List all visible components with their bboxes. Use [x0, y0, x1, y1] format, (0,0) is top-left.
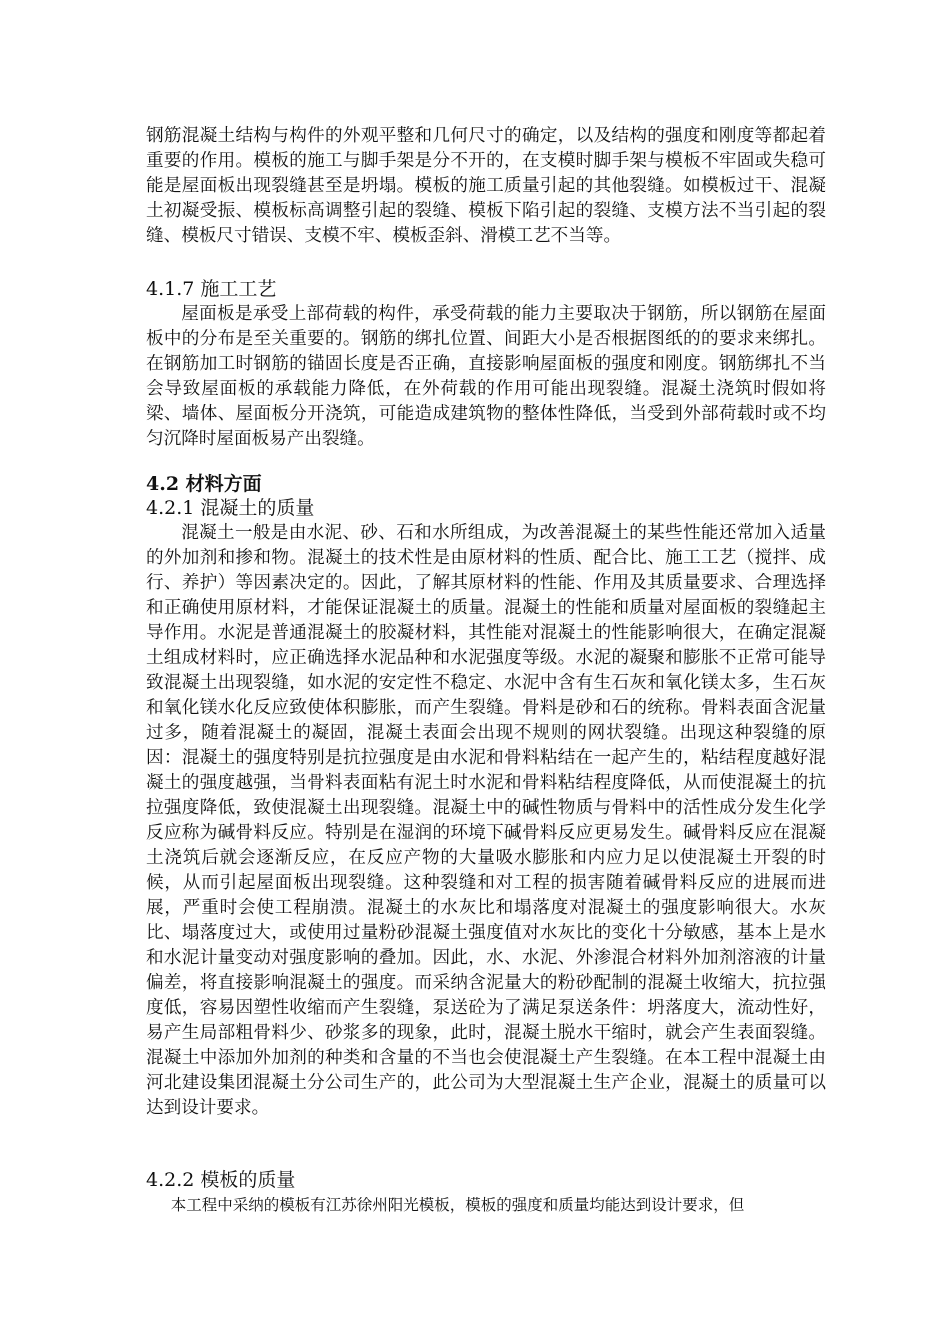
heading-4-2-2	[146, 1168, 826, 1193]
subsection-title: 4.2.2 模板的质量	[146, 1169, 296, 1191]
heading-4-2-1	[146, 496, 826, 521]
heading-4-1-7	[146, 277, 826, 302]
paragraph-formwork-cracks	[146, 124, 826, 249]
paragraph-text: 钢筋混凝土结构与构件的外观平整和几何尺寸的确定，以及结构的强度和刚度等都起着重要的作用。模板的施工与脚手架是分不开的，在支模时脚手架与模板不牢固或失稳可能是屋面板出现裂缝甚至是坍塌。模板的施工质量引起的其他裂缝。如模板过干、混凝土初凝受振、模板标高调整引起的裂缝、模板下陷引起的裂缝、支模方法不当引起的裂缝、模板尺寸错误、支模不牢、模板歪斜、滑模工艺不当等。	[146, 126, 826, 246]
subsection-title: 4.1.7 施工工艺	[146, 278, 277, 300]
section-title: 4.2 材料方面	[146, 473, 262, 495]
paragraph-concrete-quality	[146, 521, 826, 1121]
paragraph-text: 混凝土一般是由水泥、砂、石和水所组成，为改善混凝土的某些性能还常加入适量的外加剂和掺和物。混凝土的技术性是由原材料的性质、配合比、施工工艺（搅拌、成行、养护）等因素决定的。因此，了解其原材料的性能、作用及其质量要求、合理选择和正确使用原材料，才能保证混凝土的质量。混凝土的性能和质量对屋面板的裂缝起主导作用。水泥是普通混凝土的胶凝材料，其性能对混凝土的性能影响很大，在确定混凝土组成材料时，应正确选择水泥品种和水泥强度等级。水泥的凝聚和膨胀不正常可能导致混凝土出现裂缝，如水泥的安定性不稳定、水泥中含有生石灰和氧化镁太多，生石灰和氧化镁水化反应致使体积膨胀，而产生裂缝。骨料是砂和石的统称。骨料表面含泥量过多，随着混凝土的凝固，混凝土表面会出现不规则的网状裂缝。出现这种裂缝的原因：混凝土的强度特别是抗拉强度是由水泥和骨料粘结在一起产生的，粘结程度越好混凝土的强度越强，当骨料表面粘有泥土时水泥和骨料粘结程度降低，从而使混凝土的抗拉强度降低，致使混凝土出现裂缝。混凝土中的碱性物质与骨料中的活性成分发生化学反应称为碱骨料反应。特别是在湿润的环境下碱骨料反应更易发生。碱骨料反应在混凝土浇筑后就会逐渐反应，在反应产物的大量吸水膨胀和内应力足以使混凝土开裂的时候，从而引起屋面板出现裂缝。这种裂缝和对工程的损害随着碱骨料反应的进展而进展，严重时会使工程崩溃。混凝土的水灰比和塌落度对混凝土的强度影响很大。水灰比、塌落度过大，或使用过量粉砂混凝土强度值对水灰比的变化十分敏感，基本上是水和水泥计量变动对强度影响的叠加。因此，水、水泥、外渗混合材料外加剂溶液的计量偏差，将直接影响混凝土的强度。而采纳含泥量大的粉砂配制的混凝土收缩大，抗拉强度低，容易因塑性收缩而产生裂缝，泵送砼为了满足泵送条件：坍落度大，流动性好，易产生局部粗骨料少、砂浆多的现象，此时，混凝土脱水干缩时，就会产生表面裂缝。混凝土中添加外加剂的种类和含量的不当也会使混凝土产生裂缝。在本工程中混凝土由河北建设集团混凝土分公司生产的，此公司为大型混凝土生产企业，混凝土的质量可以达到设计要求。	[146, 523, 826, 1118]
heading-4-2	[146, 471, 826, 497]
paragraph-formwork-quality	[146, 1193, 826, 1218]
paragraph-text: 本工程中采纳的模板有江苏徐州阳光模板，模板的强度和质量均能达到设计要求，但	[170, 1196, 745, 1214]
paragraph-construction-process	[146, 302, 826, 452]
paragraph-text: 屋面板是承受上部荷载的构件，承受荷载的能力主要取决于钢筋，所以钢筋在屋面板中的分布是至关重要的。钢筋的绑扎位置、间距大小是否根据图纸的的要求来绑扎。在钢筋加工时钢筋的锚固长度是否正确，直接影响屋面板的强度和刚度。钢筋绑扎不当会导致屋面板的承载能力降低，在外荷载的作用可能出现裂缝。混凝土浇筑时假如将梁、墙体、屋面板分开浇筑，可能造成建筑物的整体性降低，当受到外部荷载时或不均匀沉降时屋面板易产出裂缝。	[146, 304, 826, 449]
subsection-title: 4.2.1 混凝土的质量	[146, 497, 315, 519]
